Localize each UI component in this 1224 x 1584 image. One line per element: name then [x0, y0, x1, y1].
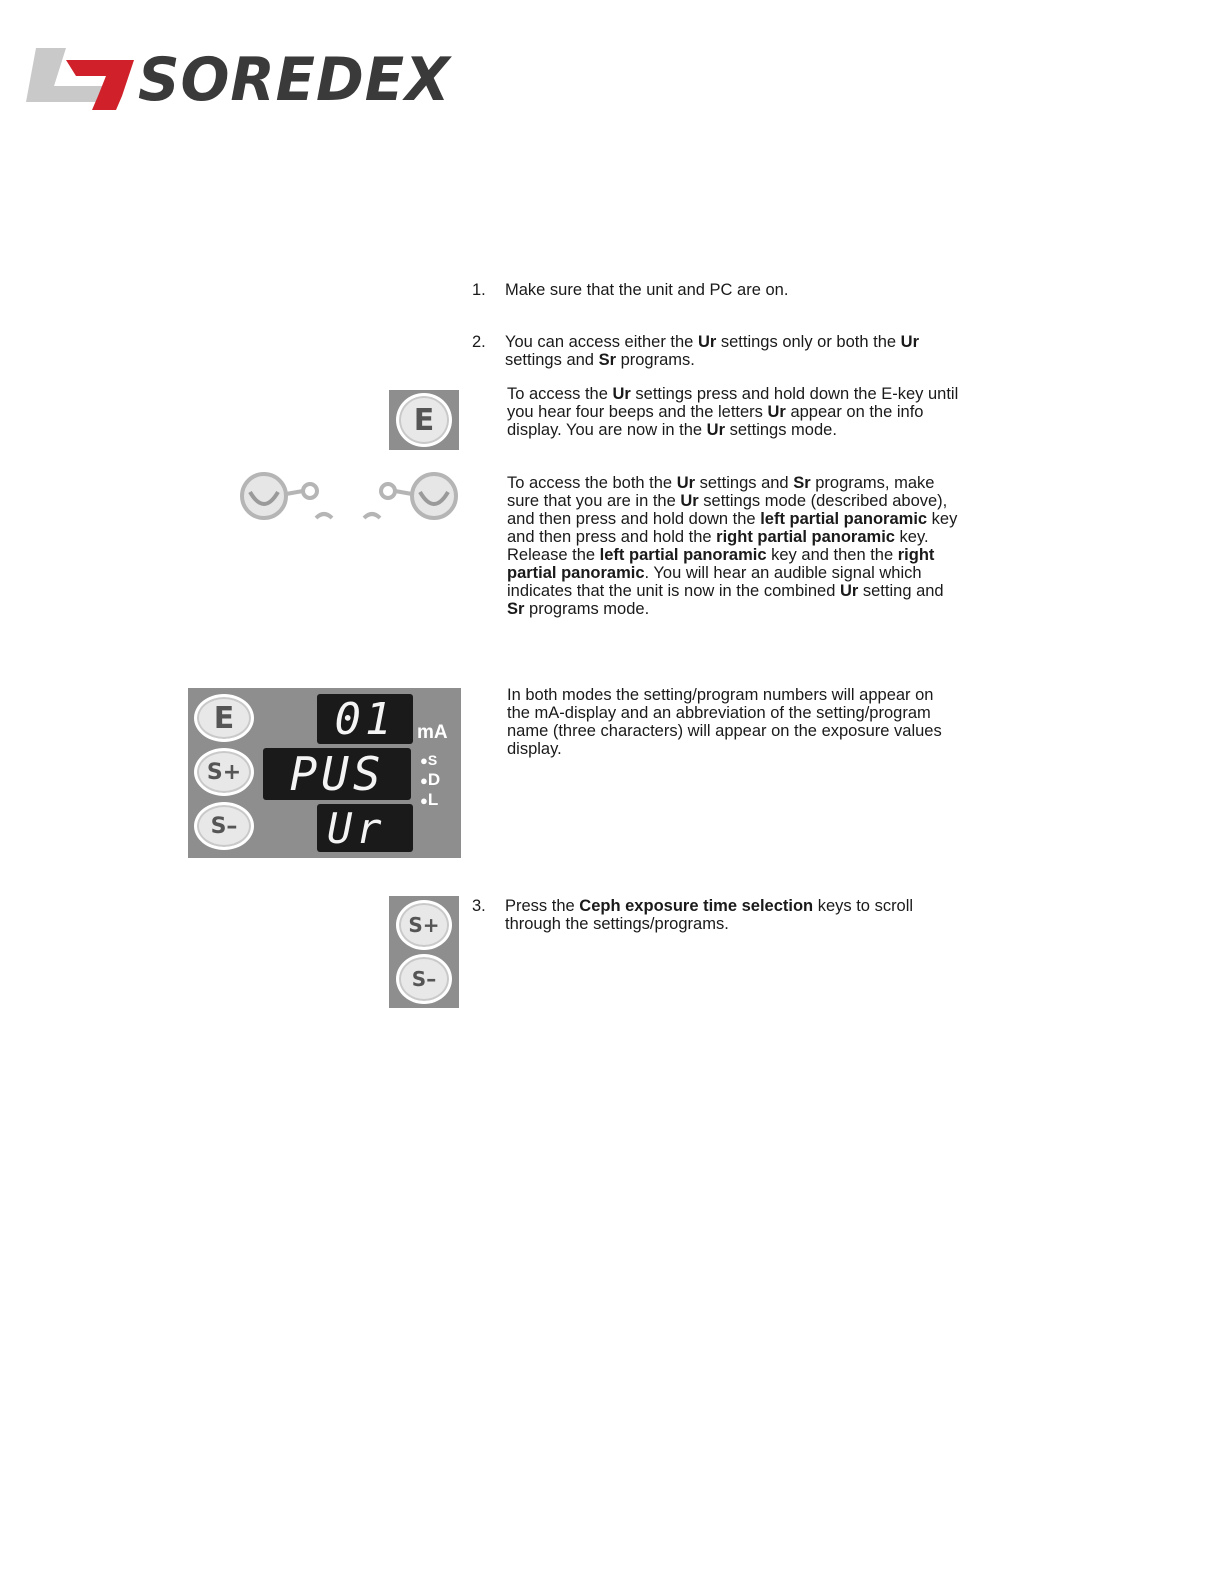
left-partial-panoramic-icon[interactable] [242, 474, 332, 518]
size-indicators [420, 750, 440, 810]
size-indicator-d: ●D [420, 770, 441, 789]
brand-name: SOREDEX [138, 45, 451, 115]
s-minus-key[interactable]: S– [194, 802, 254, 850]
ceph-keys-panel [389, 896, 459, 1008]
right-partial-panoramic-icon[interactable] [364, 474, 456, 518]
step-3-number: 3. [472, 897, 486, 915]
ma-unit-label: mA [417, 722, 448, 743]
para-modes-display: In both modes the setting/program numbers will appear on the mA-display and an abbreviation of the setting/program name (three characters) will appear on the exposure values display. [507, 686, 942, 758]
para-ur-settings: To access the Ur settings press and hold down the E-key until you hear four beeps and the letters Ur appear on the info display. You are now in the Ur settings mode. [507, 385, 959, 439]
ma-display: 01 [317, 694, 413, 744]
ceph-s-minus-key[interactable]: S– [396, 954, 452, 1004]
e-key-panel-button[interactable]: E [194, 694, 254, 742]
step-1-text: Make sure that the unit and PC are on. [505, 281, 789, 299]
ceph-s-plus-key[interactable]: S+ [396, 900, 452, 950]
soredex-logo [26, 44, 466, 116]
para-both-modes: To access the both the Ur settings and Sr programs, make sure that you are in the Ur settings mode (described above), and then press and hold down the left partial panoramic key and then press and hold the right partial panoramic key. Release the left partial panoramic key and then the right partial panoramic. You will hear an audible signal which indicates that the unit is now in the combined Ur setting and Sr programs mode. [507, 474, 958, 618]
size-indicator-s: ●S [420, 752, 438, 768]
step-3-text: Press the Ceph exposure time selection keys to scroll through the settings/programs. [505, 897, 914, 933]
e-key[interactable]: E [396, 393, 452, 447]
control-panel [188, 688, 461, 858]
step-2-number: 2. [472, 333, 486, 351]
step-2-text: You can access either the Ur settings only or both the Ur settings and Sr programs. [505, 333, 919, 369]
soredex-emblem-icon [26, 44, 138, 116]
info-display: Ur [317, 804, 413, 852]
exposure-values-display: PUS [263, 748, 411, 800]
partial-panoramic-keys [236, 470, 464, 524]
e-key-panel [389, 390, 459, 450]
size-indicator-l: ●L [420, 790, 439, 809]
s-plus-key[interactable]: S+ [194, 748, 254, 796]
step-1-number: 1. [472, 281, 486, 299]
